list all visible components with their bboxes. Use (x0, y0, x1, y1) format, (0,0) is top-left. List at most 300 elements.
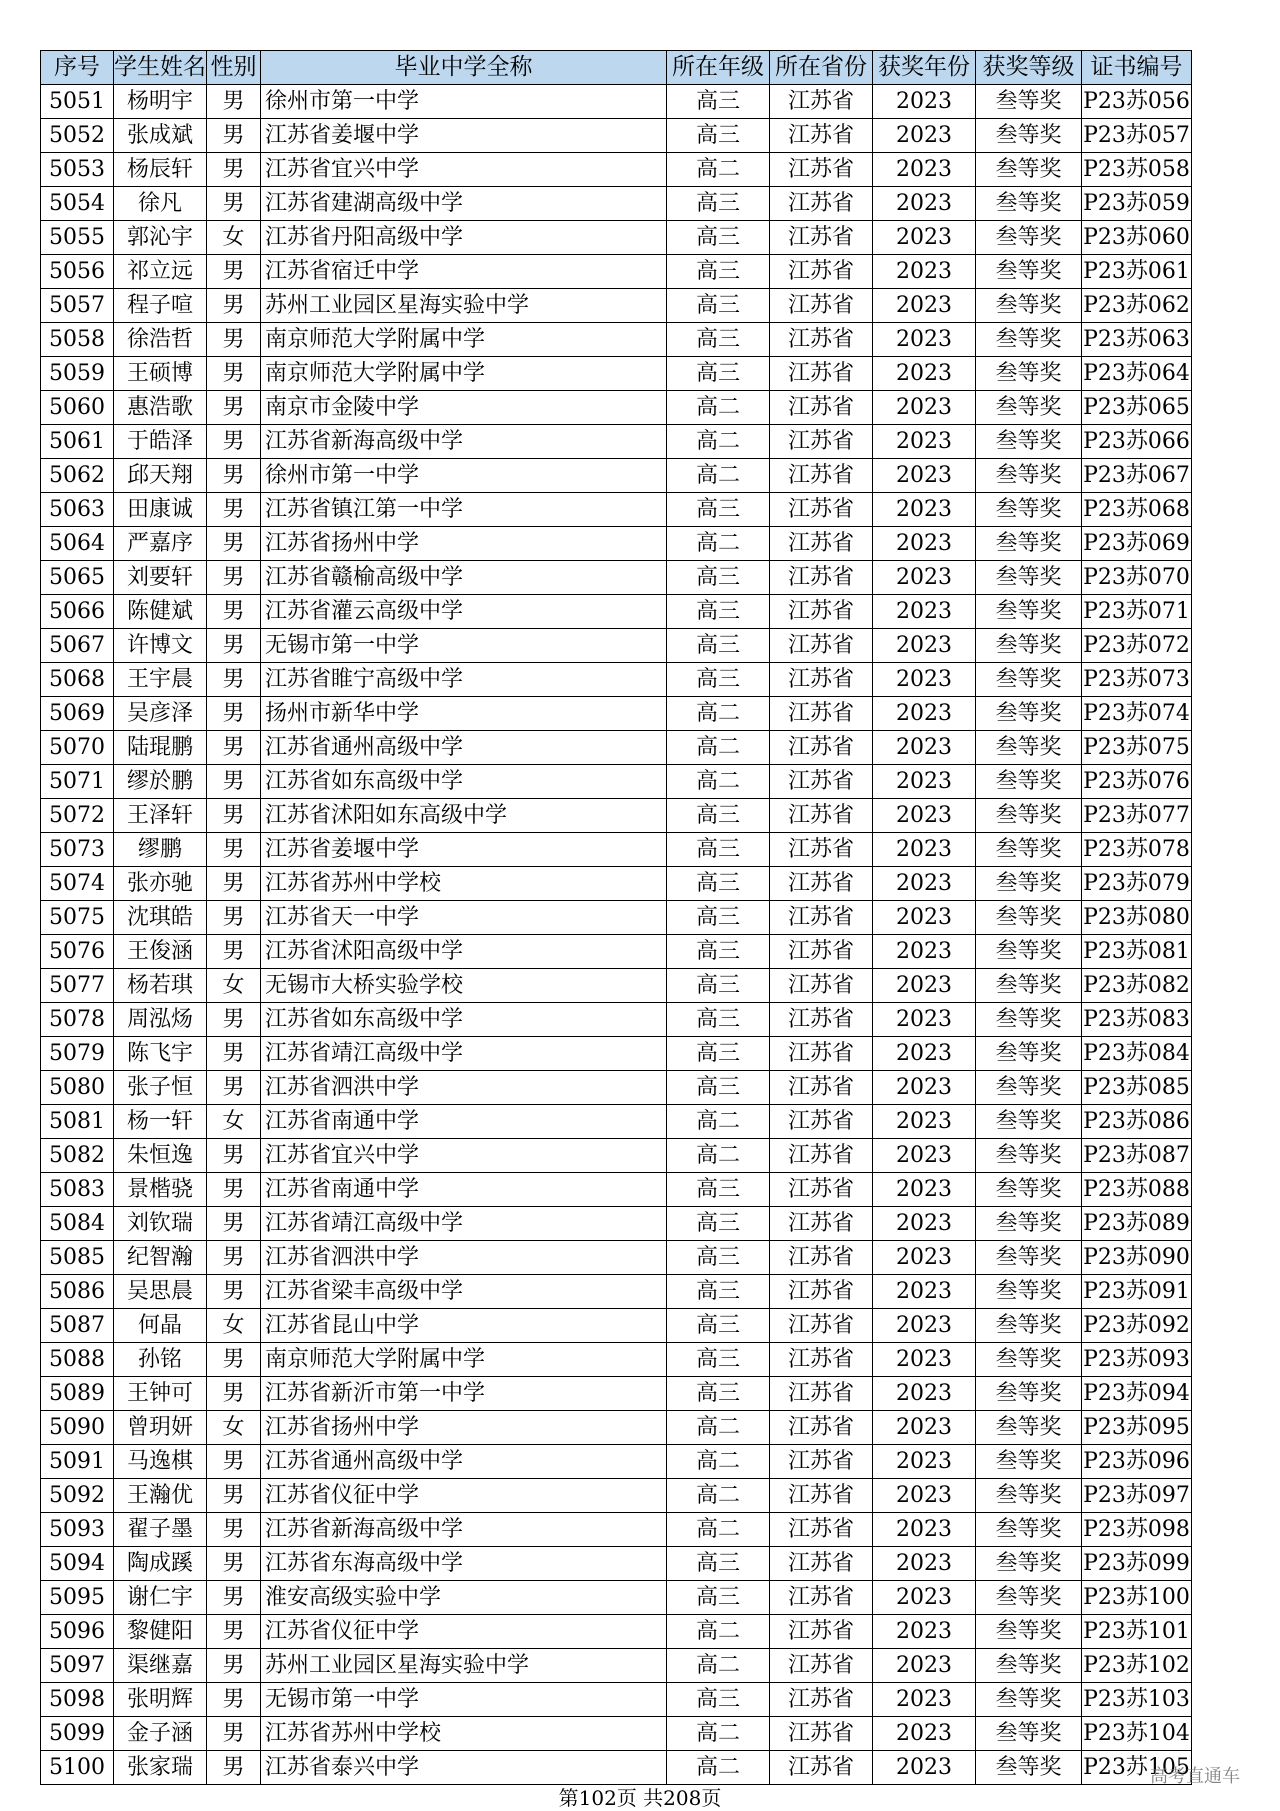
cell-province: 江苏省 (770, 119, 873, 153)
cell-certificate-no: P23苏093 (1082, 1343, 1192, 1377)
cell-certificate-no: P23苏070 (1082, 561, 1192, 595)
cell-award-year: 2023 (873, 255, 976, 289)
cell-serial: 5057 (41, 289, 114, 323)
cell-province: 江苏省 (770, 289, 873, 323)
cell-grade: 高二 (667, 1649, 770, 1683)
cell-province: 江苏省 (770, 1751, 873, 1785)
cell-serial: 5088 (41, 1343, 114, 1377)
table-row (41, 1615, 1192, 1649)
cell-school: 南京师范大学附属中学 (261, 1343, 667, 1377)
cell-award-level: 叁等奖 (976, 799, 1082, 833)
cell-award-year: 2023 (873, 357, 976, 391)
cell-school: 江苏省丹阳高级中学 (261, 221, 667, 255)
cell-award-level: 叁等奖 (976, 629, 1082, 663)
cell-gender: 男 (207, 561, 261, 595)
cell-award-level: 叁等奖 (976, 1275, 1082, 1309)
table-row (41, 1411, 1192, 1445)
table-row (41, 595, 1192, 629)
table-row (41, 935, 1192, 969)
cell-school: 无锡市第一中学 (261, 1683, 667, 1717)
cell-award-year: 2023 (873, 595, 976, 629)
cell-province: 江苏省 (770, 1071, 873, 1105)
cell-gender: 女 (207, 969, 261, 1003)
cell-grade: 高三 (667, 1343, 770, 1377)
table-row (41, 425, 1192, 459)
cell-province: 江苏省 (770, 833, 873, 867)
cell-school: 江苏省南通中学 (261, 1105, 667, 1139)
cell-certificate-no: P23苏083 (1082, 1003, 1192, 1037)
cell-award-year: 2023 (873, 1377, 976, 1411)
table-row (41, 1071, 1192, 1105)
cell-serial: 5062 (41, 459, 114, 493)
cell-award-year: 2023 (873, 1139, 976, 1173)
cell-student-name: 周泓炀 (114, 1003, 207, 1037)
cell-school: 江苏省南通中学 (261, 1173, 667, 1207)
cell-student-name: 缪於鹏 (114, 765, 207, 799)
cell-grade: 高三 (667, 1037, 770, 1071)
cell-province: 江苏省 (770, 1173, 873, 1207)
cell-school: 江苏省梁丰高级中学 (261, 1275, 667, 1309)
cell-school: 江苏省苏州中学校 (261, 1717, 667, 1751)
table-body (41, 85, 1192, 1785)
cell-serial: 5083 (41, 1173, 114, 1207)
cell-award-level: 叁等奖 (976, 527, 1082, 561)
cell-certificate-no: P23苏074 (1082, 697, 1192, 731)
cell-grade: 高三 (667, 493, 770, 527)
cell-gender: 男 (207, 255, 261, 289)
cell-grade: 高三 (667, 1309, 770, 1343)
cell-gender: 男 (207, 867, 261, 901)
cell-serial: 5077 (41, 969, 114, 1003)
cell-province: 江苏省 (770, 1309, 873, 1343)
cell-gender: 男 (207, 1717, 261, 1751)
cell-gender: 男 (207, 901, 261, 935)
cell-award-year: 2023 (873, 1649, 976, 1683)
cell-award-level: 叁等奖 (976, 1479, 1082, 1513)
table-row (41, 731, 1192, 765)
cell-student-name: 杨一轩 (114, 1105, 207, 1139)
cell-student-name: 王硕博 (114, 357, 207, 391)
cell-certificate-no: P23苏078 (1082, 833, 1192, 867)
cell-gender: 男 (207, 1207, 261, 1241)
cell-certificate-no: P23苏102 (1082, 1649, 1192, 1683)
table-row (41, 799, 1192, 833)
cell-gender: 男 (207, 1445, 261, 1479)
cell-student-name: 曾玥妍 (114, 1411, 207, 1445)
cell-serial: 5082 (41, 1139, 114, 1173)
cell-gender: 男 (207, 1071, 261, 1105)
cell-student-name: 谢仁宇 (114, 1581, 207, 1615)
cell-grade: 高二 (667, 527, 770, 561)
cell-serial: 5060 (41, 391, 114, 425)
cell-certificate-no: P23苏094 (1082, 1377, 1192, 1411)
cell-school: 江苏省睢宁高级中学 (261, 663, 667, 697)
cell-award-year: 2023 (873, 1037, 976, 1071)
cell-certificate-no: P23苏087 (1082, 1139, 1192, 1173)
cell-award-level: 叁等奖 (976, 1139, 1082, 1173)
cell-serial: 5069 (41, 697, 114, 731)
table-row (41, 1581, 1192, 1615)
cell-grade: 高三 (667, 1173, 770, 1207)
cell-gender: 男 (207, 425, 261, 459)
cell-province: 江苏省 (770, 799, 873, 833)
cell-award-year: 2023 (873, 323, 976, 357)
cell-school: 扬州市新华中学 (261, 697, 667, 731)
table-row (41, 119, 1192, 153)
cell-grade: 高三 (667, 969, 770, 1003)
cell-student-name: 张明辉 (114, 1683, 207, 1717)
cell-school: 淮安高级实验中学 (261, 1581, 667, 1615)
cell-province: 江苏省 (770, 969, 873, 1003)
header-award-year: 获奖年份 (873, 51, 976, 85)
cell-grade: 高二 (667, 153, 770, 187)
cell-gender: 男 (207, 527, 261, 561)
cell-gender: 女 (207, 1411, 261, 1445)
watermark-text: 高考直通车 (1150, 1766, 1240, 1787)
cell-grade: 高二 (667, 425, 770, 459)
cell-serial: 5051 (41, 85, 114, 119)
cell-grade: 高三 (667, 1275, 770, 1309)
cell-grade: 高二 (667, 1717, 770, 1751)
cell-award-year: 2023 (873, 425, 976, 459)
cell-gender: 男 (207, 1343, 261, 1377)
cell-student-name: 吴彦泽 (114, 697, 207, 731)
cell-province: 江苏省 (770, 527, 873, 561)
cell-award-year: 2023 (873, 833, 976, 867)
cell-grade: 高二 (667, 1615, 770, 1649)
cell-student-name: 王钟可 (114, 1377, 207, 1411)
cell-gender: 男 (207, 1139, 261, 1173)
header-province: 所在省份 (770, 51, 873, 85)
cell-student-name: 田康诚 (114, 493, 207, 527)
cell-award-level: 叁等奖 (976, 561, 1082, 595)
cell-school: 江苏省新海高级中学 (261, 425, 667, 459)
cell-award-level: 叁等奖 (976, 731, 1082, 765)
cell-award-level: 叁等奖 (976, 1683, 1082, 1717)
cell-gender: 男 (207, 1479, 261, 1513)
cell-province: 江苏省 (770, 1547, 873, 1581)
cell-student-name: 张成斌 (114, 119, 207, 153)
cell-award-level: 叁等奖 (976, 1547, 1082, 1581)
cell-certificate-no: P23苏057 (1082, 119, 1192, 153)
cell-province: 江苏省 (770, 187, 873, 221)
cell-certificate-no: P23苏080 (1082, 901, 1192, 935)
cell-grade: 高二 (667, 1139, 770, 1173)
cell-certificate-no: P23苏086 (1082, 1105, 1192, 1139)
cell-school: 江苏省扬州中学 (261, 1411, 667, 1445)
cell-certificate-no: P23苏096 (1082, 1445, 1192, 1479)
cell-award-year: 2023 (873, 1547, 976, 1581)
table-row (41, 1309, 1192, 1343)
cell-student-name: 景楷骁 (114, 1173, 207, 1207)
cell-grade: 高二 (667, 1445, 770, 1479)
cell-award-year: 2023 (873, 901, 976, 935)
cell-award-year: 2023 (873, 765, 976, 799)
cell-gender: 男 (207, 323, 261, 357)
table-row (41, 1105, 1192, 1139)
cell-serial: 5064 (41, 527, 114, 561)
cell-award-level: 叁等奖 (976, 85, 1082, 119)
cell-grade: 高三 (667, 1377, 770, 1411)
cell-award-year: 2023 (873, 493, 976, 527)
header-school: 毕业中学全称 (261, 51, 667, 85)
cell-award-level: 叁等奖 (976, 1513, 1082, 1547)
cell-grade: 高三 (667, 867, 770, 901)
cell-certificate-no: P23苏075 (1082, 731, 1192, 765)
cell-award-year: 2023 (873, 629, 976, 663)
cell-award-year: 2023 (873, 221, 976, 255)
cell-certificate-no: P23苏059 (1082, 187, 1192, 221)
cell-gender: 男 (207, 119, 261, 153)
cell-student-name: 邱天翔 (114, 459, 207, 493)
cell-school: 江苏省宿迁中学 (261, 255, 667, 289)
cell-school: 江苏省姜堰中学 (261, 119, 667, 153)
cell-award-level: 叁等奖 (976, 595, 1082, 629)
table-row (41, 765, 1192, 799)
cell-award-year: 2023 (873, 1105, 976, 1139)
table-row (41, 1479, 1192, 1513)
header-grade: 所在年级 (667, 51, 770, 85)
cell-award-level: 叁等奖 (976, 969, 1082, 1003)
cell-gender: 男 (207, 1513, 261, 1547)
cell-student-name: 徐凡 (114, 187, 207, 221)
cell-province: 江苏省 (770, 935, 873, 969)
cell-serial: 5095 (41, 1581, 114, 1615)
cell-award-year: 2023 (873, 731, 976, 765)
cell-student-name: 杨辰轩 (114, 153, 207, 187)
cell-serial: 5091 (41, 1445, 114, 1479)
cell-certificate-no: P23苏064 (1082, 357, 1192, 391)
cell-grade: 高三 (667, 833, 770, 867)
cell-province: 江苏省 (770, 425, 873, 459)
cell-gender: 男 (207, 357, 261, 391)
cell-serial: 5065 (41, 561, 114, 595)
cell-grade: 高三 (667, 85, 770, 119)
cell-student-name: 陈健斌 (114, 595, 207, 629)
cell-school: 江苏省昆山中学 (261, 1309, 667, 1343)
cell-certificate-no: P23苏079 (1082, 867, 1192, 901)
table-row (41, 1003, 1192, 1037)
table-row (41, 697, 1192, 731)
cell-certificate-no: P23苏077 (1082, 799, 1192, 833)
table-row (41, 1377, 1192, 1411)
cell-province: 江苏省 (770, 1445, 873, 1479)
cell-grade: 高三 (667, 1071, 770, 1105)
cell-school: 江苏省镇江第一中学 (261, 493, 667, 527)
cell-province: 江苏省 (770, 595, 873, 629)
cell-student-name: 孙铭 (114, 1343, 207, 1377)
table-row (41, 1751, 1192, 1785)
cell-award-year: 2023 (873, 561, 976, 595)
cell-province: 江苏省 (770, 1615, 873, 1649)
cell-grade: 高三 (667, 1003, 770, 1037)
cell-award-year: 2023 (873, 1003, 976, 1037)
cell-award-level: 叁等奖 (976, 357, 1082, 391)
cell-serial: 5055 (41, 221, 114, 255)
cell-serial: 5087 (41, 1309, 114, 1343)
table-row (41, 1683, 1192, 1717)
cell-serial: 5052 (41, 119, 114, 153)
cell-award-year: 2023 (873, 1343, 976, 1377)
cell-student-name: 何晶 (114, 1309, 207, 1343)
cell-province: 江苏省 (770, 493, 873, 527)
cell-province: 江苏省 (770, 85, 873, 119)
cell-award-level: 叁等奖 (976, 1411, 1082, 1445)
cell-award-level: 叁等奖 (976, 1751, 1082, 1785)
cell-gender: 男 (207, 1615, 261, 1649)
cell-gender: 男 (207, 1547, 261, 1581)
cell-province: 江苏省 (770, 697, 873, 731)
cell-award-year: 2023 (873, 1309, 976, 1343)
table-row (41, 1513, 1192, 1547)
cell-grade: 高二 (667, 1479, 770, 1513)
cell-school: 江苏省苏州中学校 (261, 867, 667, 901)
cell-certificate-no: P23苏058 (1082, 153, 1192, 187)
cell-gender: 男 (207, 595, 261, 629)
table-row (41, 289, 1192, 323)
cell-student-name: 王宇晨 (114, 663, 207, 697)
cell-certificate-no: P23苏056 (1082, 85, 1192, 119)
cell-student-name: 惠浩歌 (114, 391, 207, 425)
cell-award-level: 叁等奖 (976, 289, 1082, 323)
cell-grade: 高二 (667, 391, 770, 425)
cell-province: 江苏省 (770, 1343, 873, 1377)
cell-gender: 男 (207, 697, 261, 731)
cell-student-name: 徐浩哲 (114, 323, 207, 357)
cell-award-year: 2023 (873, 1683, 976, 1717)
cell-student-name: 缪鹏 (114, 833, 207, 867)
cell-serial: 5085 (41, 1241, 114, 1275)
cell-award-year: 2023 (873, 1445, 976, 1479)
cell-school: 苏州工业园区星海实验中学 (261, 289, 667, 323)
cell-grade: 高三 (667, 629, 770, 663)
cell-student-name: 杨明宇 (114, 85, 207, 119)
cell-student-name: 张子恒 (114, 1071, 207, 1105)
cell-certificate-no: P23苏101 (1082, 1615, 1192, 1649)
cell-student-name: 陈飞宇 (114, 1037, 207, 1071)
cell-province: 江苏省 (770, 1411, 873, 1445)
cell-certificate-no: P23苏072 (1082, 629, 1192, 663)
cell-gender: 男 (207, 187, 261, 221)
cell-award-year: 2023 (873, 153, 976, 187)
cell-grade: 高二 (667, 765, 770, 799)
cell-student-name: 张家瑞 (114, 1751, 207, 1785)
cell-award-level: 叁等奖 (976, 493, 1082, 527)
page-footer: 第102页 共208页 (558, 1786, 722, 1810)
cell-student-name: 张亦驰 (114, 867, 207, 901)
cell-province: 江苏省 (770, 1377, 873, 1411)
cell-award-year: 2023 (873, 1615, 976, 1649)
cell-serial: 5093 (41, 1513, 114, 1547)
cell-school: 江苏省东海高级中学 (261, 1547, 667, 1581)
cell-serial: 5063 (41, 493, 114, 527)
cell-gender: 女 (207, 1309, 261, 1343)
cell-certificate-no: P23苏063 (1082, 323, 1192, 357)
cell-serial: 5076 (41, 935, 114, 969)
cell-award-level: 叁等奖 (976, 323, 1082, 357)
cell-province: 江苏省 (770, 1513, 873, 1547)
cell-province: 江苏省 (770, 629, 873, 663)
cell-serial: 5078 (41, 1003, 114, 1037)
table-row (41, 1275, 1192, 1309)
cell-award-level: 叁等奖 (976, 1581, 1082, 1615)
table-row (41, 323, 1192, 357)
cell-province: 江苏省 (770, 391, 873, 425)
cell-serial: 5075 (41, 901, 114, 935)
cell-serial: 5079 (41, 1037, 114, 1071)
cell-gender: 男 (207, 799, 261, 833)
cell-grade: 高三 (667, 1241, 770, 1275)
cell-award-year: 2023 (873, 459, 976, 493)
cell-grade: 高三 (667, 935, 770, 969)
table-row (41, 1717, 1192, 1751)
cell-certificate-no: P23苏062 (1082, 289, 1192, 323)
cell-grade: 高三 (667, 663, 770, 697)
cell-serial: 5066 (41, 595, 114, 629)
cell-school: 江苏省泗洪中学 (261, 1241, 667, 1275)
cell-gender: 男 (207, 289, 261, 323)
cell-serial: 5054 (41, 187, 114, 221)
table-header-row (41, 51, 1192, 85)
cell-award-year: 2023 (873, 1513, 976, 1547)
cell-serial: 5081 (41, 1105, 114, 1139)
cell-serial: 5090 (41, 1411, 114, 1445)
cell-award-level: 叁等奖 (976, 1037, 1082, 1071)
table-row (41, 629, 1192, 663)
cell-serial: 5089 (41, 1377, 114, 1411)
cell-student-name: 杨若琪 (114, 969, 207, 1003)
cell-student-name: 王瀚优 (114, 1479, 207, 1513)
cell-award-level: 叁等奖 (976, 765, 1082, 799)
cell-award-year: 2023 (873, 799, 976, 833)
cell-student-name: 严嘉序 (114, 527, 207, 561)
cell-serial: 5080 (41, 1071, 114, 1105)
cell-award-level: 叁等奖 (976, 901, 1082, 935)
cell-province: 江苏省 (770, 1649, 873, 1683)
cell-gender: 男 (207, 935, 261, 969)
cell-student-name: 王俊涵 (114, 935, 207, 969)
cell-certificate-no: P23苏095 (1082, 1411, 1192, 1445)
cell-grade: 高二 (667, 1513, 770, 1547)
cell-gender: 男 (207, 1241, 261, 1275)
cell-award-level: 叁等奖 (976, 391, 1082, 425)
cell-certificate-no: P23苏091 (1082, 1275, 1192, 1309)
cell-student-name: 黎健阳 (114, 1615, 207, 1649)
cell-grade: 高二 (667, 1411, 770, 1445)
cell-school: 江苏省通州高级中学 (261, 731, 667, 765)
table-row (41, 867, 1192, 901)
cell-grade: 高三 (667, 289, 770, 323)
table-row (41, 969, 1192, 1003)
cell-gender: 男 (207, 85, 261, 119)
cell-award-level: 叁等奖 (976, 1615, 1082, 1649)
cell-school: 苏州工业园区星海实验中学 (261, 1649, 667, 1683)
cell-award-level: 叁等奖 (976, 153, 1082, 187)
cell-school: 无锡市第一中学 (261, 629, 667, 663)
table-row (41, 1547, 1192, 1581)
cell-gender: 男 (207, 153, 261, 187)
cell-certificate-no: P23苏105 (1082, 1751, 1192, 1785)
cell-gender: 男 (207, 493, 261, 527)
cell-province: 江苏省 (770, 561, 873, 595)
cell-student-name: 马逸棋 (114, 1445, 207, 1479)
cell-grade: 高三 (667, 1547, 770, 1581)
cell-certificate-no: P23苏076 (1082, 765, 1192, 799)
cell-student-name: 于皓泽 (114, 425, 207, 459)
cell-serial: 5098 (41, 1683, 114, 1717)
cell-gender: 男 (207, 629, 261, 663)
cell-serial: 5056 (41, 255, 114, 289)
